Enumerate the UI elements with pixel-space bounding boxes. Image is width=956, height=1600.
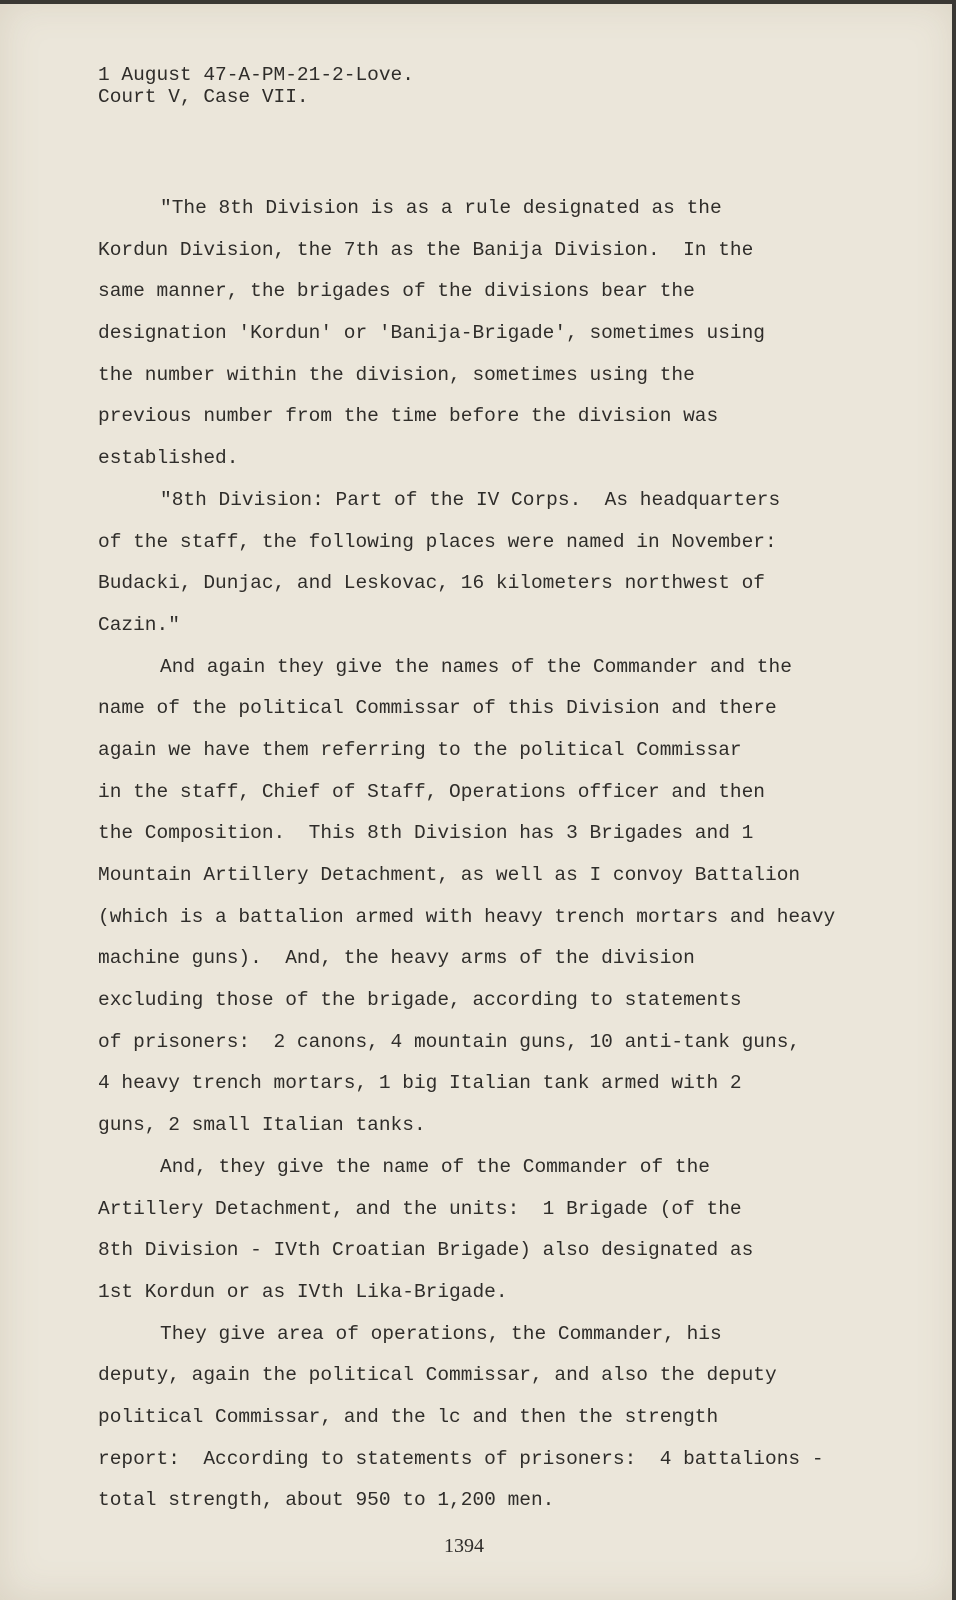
page-number: 1394 — [444, 1535, 484, 1557]
text-line: designation 'Kordun' or 'Banija-Brigade', sometimes using — [98, 322, 766, 345]
text-line: again we have them referring to the political Commissar — [98, 738, 742, 761]
text-line: Artillery Detachment, and the units: 1 Brigade (of the — [98, 1197, 742, 1220]
text-line: same manner, the brigades of the divisions bear the — [98, 280, 695, 303]
text-line: political Commissar, and the lc and then the strength — [98, 1405, 719, 1428]
text-line: report: According to statements of prisoners: 4 battalions - — [98, 1447, 824, 1470]
text-line: 1st Kordun or as IVth Lika-Brigade. — [98, 1280, 508, 1303]
transcript-body — [98, 188, 898, 1522]
text-line: Mountain Artillery Detachment, as well as I convoy Battalion — [98, 864, 801, 886]
text-line: 8th Division - IVth Croatian Brigade) also designated as — [98, 1239, 754, 1262]
text-line: the Composition. This 8th Division has 3 Brigades and 1 — [98, 822, 754, 845]
header-court-line: Court V, Case VII. — [98, 86, 309, 108]
scan-edge-top — [0, 0, 956, 4]
document-header — [98, 64, 414, 108]
text-line: deputy, again the political Commissar, and also the deputy — [98, 1364, 777, 1387]
text-line: Kordun Division, the 7th as the Banija Division. In the — [98, 238, 754, 261]
text-line: of the staff, the following places were named in November: — [98, 530, 777, 553]
text-line: previous number from the time before the division was — [98, 405, 719, 428]
text-line: name of the political Commissar of this Division and there — [98, 697, 777, 720]
text-line: Budacki, Dunjac, and Leskovac, 16 kilometers northwest of — [98, 572, 766, 595]
text-line: (which is a battalion armed with heavy trench mortars and heavy — [98, 905, 836, 928]
text-line: of prisoners: 2 canons, 4 mountain guns, 10 anti-tank guns, — [98, 1030, 801, 1053]
text-line: 4 heavy trench mortars, 1 big Italian tank armed with 2 — [98, 1072, 742, 1095]
text-line: the number within the division, sometimes using the — [98, 363, 695, 386]
scan-edge-right — [952, 0, 956, 1600]
header-date-line: 1 August 47-A-PM-21-2-Love. — [98, 64, 414, 86]
text-line: total strength, about 950 to 1,200 men. — [98, 1489, 555, 1512]
text-line: established. — [98, 447, 239, 470]
text-line: guns, 2 small Italian tanks. — [98, 1114, 426, 1137]
text-line: And again they give the names of the Commander and the — [160, 655, 792, 678]
text-line: "8th Division: Part of the IV Corps. As headquarters — [160, 488, 781, 511]
text-line: in the staff, Chief of Staff, Operations officer and then — [98, 780, 766, 803]
text-line: "The 8th Division is as a rule designated as the — [160, 197, 722, 219]
text-line: And, they give the name of the Commander of the — [160, 1155, 710, 1178]
text-line: Cazin." — [98, 613, 180, 636]
text-line: They give area of operations, the Commander, his — [160, 1322, 722, 1345]
text-line: excluding those of the brigade, according to statements — [98, 989, 742, 1012]
text-line: machine guns). And, the heavy arms of the division — [98, 947, 695, 970]
